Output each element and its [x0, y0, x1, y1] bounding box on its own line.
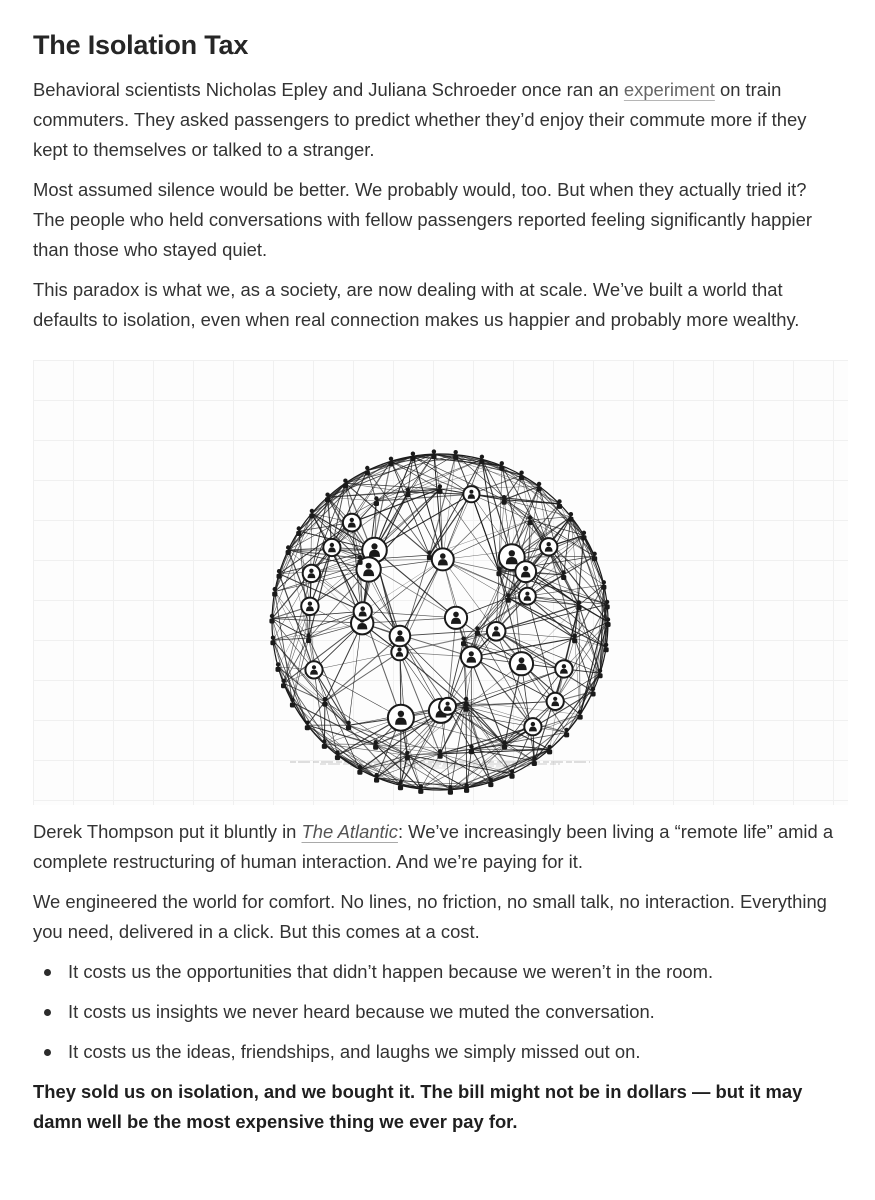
- list-item: [33, 1037, 842, 1067]
- list-item-text: It costs us the ideas, friendships, and laughs we simply missed out on.: [68, 1041, 641, 1062]
- paragraph-atlantic: [33, 817, 842, 877]
- paragraph-comfort: We engineered the world for comfort. No lines, no friction, no small talk, no interaction. Everything you need, delivered in a click. But this comes at a cost.: [33, 891, 827, 942]
- bullet-dot-icon: [44, 1049, 51, 1056]
- the-atlantic-link[interactable]: The Atlantic: [301, 821, 398, 842]
- cost-list: [33, 957, 842, 1067]
- paragraph-silence: Most assumed silence would be better. We probably would, too. But when they actually tried it? The people who held conversations with fellow passengers reported feeling significantly happier than those who stayed quiet.: [33, 179, 812, 260]
- network-illustration: [33, 360, 848, 805]
- ground-shadow: [290, 762, 590, 768]
- article-title: The Isolation Tax: [33, 30, 249, 60]
- list-item: [33, 997, 842, 1027]
- paragraph-text: Derek Thompson put it bluntly in: [33, 821, 302, 842]
- bullet-dot-icon: [44, 1009, 51, 1016]
- paragraph-paradox: This paradox is what we, as a society, are now dealing with at scale. We’ve built a world that defaults to isolation, even when real connection makes us happier and probably more wealthy.: [33, 279, 800, 330]
- experiment-link[interactable]: experiment: [623, 79, 715, 100]
- paragraph-text: on train commuters. They asked passengers to predict whether they’d enjoy their commute more if they kept to themselves or talked to a stranger.: [33, 79, 807, 160]
- list-item: [33, 957, 842, 987]
- list-item-text: It costs us insights we never heard because we muted the conversation.: [68, 1001, 655, 1022]
- paragraph-text: : We’ve increasingly been living a “remote life” amid a complete restructuring of human interaction. And we’re paying for it.: [33, 821, 834, 872]
- paragraph-experiment: [33, 75, 842, 165]
- network-globe-image: [33, 360, 848, 805]
- closing-statement: They sold us on isolation, and we bought it. The bill might not be in dollars — but it may damn well be the most expensive thing we ever pay for.: [33, 1081, 803, 1132]
- bullet-dot-icon: [44, 969, 51, 976]
- list-item-text: It costs us the opportunities that didn’t happen because we weren’t in the room.: [68, 961, 714, 982]
- paragraph-text: Behavioral scientists Nicholas Epley and Juliana Schroeder once ran an: [33, 79, 624, 100]
